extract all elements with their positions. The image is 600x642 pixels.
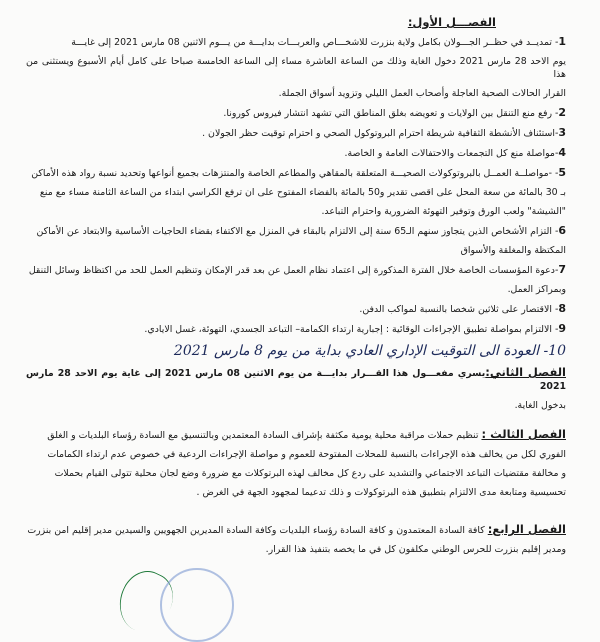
chapter2-line-2: بدخول الغاية. bbox=[514, 400, 566, 411]
item-3 bbox=[26, 126, 566, 140]
item-text: - التزام الأشخاص الذين يتجاوز سنهم الـ65 سنة إلى الالتزام بالبقاء في المنزل مع الاكتفاء بقضاء الحاجيات الأساسية والابتعاد عن الأماكن bbox=[36, 226, 559, 237]
chapter2-title: الفصل الثاني: bbox=[485, 365, 566, 379]
official-stamp bbox=[160, 568, 234, 642]
chapter2-line-1 bbox=[26, 366, 566, 393]
item-text: -مواصلة منع كل التجمعات والاحتفالات العامة و الخاصة. bbox=[344, 148, 559, 159]
item-4 bbox=[26, 146, 566, 160]
item-number: 2 bbox=[558, 106, 566, 119]
chapter1-title: الفصـــل الأول: bbox=[407, 15, 496, 29]
item-number: 9 bbox=[558, 322, 566, 335]
item-number: 5 bbox=[558, 166, 566, 179]
chapter3-line-2: الفوري لكل من يخالف هذه الإجراءات بالنسبة للمحلات المفتوحة للعموم و مواصلة الإجراءات الردعية في خصوص عدم ارتداء الكمامات bbox=[47, 449, 566, 460]
item-number: 3 bbox=[558, 126, 566, 139]
item-1-line-3: القرار الحالات الصحية العاجلة وأصحاب العمل الليلي وتزويد أسواق الجملة. bbox=[278, 88, 566, 99]
item-text: -استئناف الأنشطة الثقافية شريطة احترام البروتوكول الصحي و احترام توقيت حظر الجولان . bbox=[202, 128, 559, 139]
item-2 bbox=[26, 106, 566, 120]
item-1-line-2: يوم الاحد 28 مارس 2021 دخول الغاية وذلك من الساعة العاشرة مساء إلى الساعة الخامسة صباحا على كامل أيام الأسبوع ويستثنى من هذا bbox=[26, 56, 567, 80]
item-5-line-3: "الشيشة" ولعب الورق وتوفير التهوئة الضرورية واحترام التباعد. bbox=[321, 206, 566, 217]
item-text: - رفع منع التنقل بين الولايات و تعويضه بغلق المناطق التي تشهد انتشار فيروس كورونا. bbox=[223, 108, 559, 119]
item-text: - -مواصلــة العمــل بالبروتوكولات الصحيـــة المتعلقة بالمقاهي والمطاعم الخاصة والمنتزهات بجميع أنواعها وتحديد نسبة رواد هذه الأماكن bbox=[31, 168, 559, 179]
chapter4-text: كافة السادة المعتمدون و كافة السادة رؤساء البلديات وكافة السادة المديرين الجهويين والسيدين مدير إقليم امن بنزرت bbox=[27, 525, 485, 536]
item-number: 8 bbox=[558, 302, 566, 315]
chapter3-text: تنظيم حملات مراقبة محلية يومية مكثفة بإشراف السادة المعتمدين وبالتنسيق مع السادة رؤساء البلديات و الغلق bbox=[47, 430, 479, 441]
item-7-line-1 bbox=[26, 263, 566, 277]
item-number: 4 bbox=[558, 146, 566, 159]
item-8 bbox=[26, 302, 566, 316]
chapter2-text: يسري مفعـــول هذا القـــرار بدايـــة من يوم الاثنين 08 مارس 2021 إلى غاية يوم الاحد 28 مارس 2021 bbox=[26, 368, 566, 392]
chapter4-title: الفصل الرابع: bbox=[487, 522, 566, 536]
item-number: 1 bbox=[558, 35, 566, 48]
chapter3-title: الفصل الثالث : bbox=[481, 427, 566, 441]
chapter4-line-2: ومدير إقليم بنزرت للحرس الوطني مكلفون كل في ما يخصه بتنفيذ هذا القرار. bbox=[265, 544, 566, 555]
item-number: 6 bbox=[558, 224, 566, 237]
item-6-line-1 bbox=[26, 224, 566, 238]
item-number: 7 bbox=[558, 263, 566, 276]
item-text: -دعوة المؤسسات الخاصة خلال الفترة المذكورة إلى اعتماد نظام العمل عن بعد قدر الإمكان وتنظيم العمل للحد من اكتظاظ وسائل التنقل bbox=[28, 265, 559, 276]
item-text: - الاقتصار على ثلاثين شخصا بالنسبة لمواكب الدفن. bbox=[359, 304, 559, 315]
item-1-line-1 bbox=[26, 35, 566, 49]
item-text: - تمديــد في حظــر الجـــولان بكامل ولاية بنزرت للاشخـــاص والعربـــات بدايـــة من يـــوم الاثنين 08 مارس 2021 إلى غايـــة bbox=[71, 37, 559, 48]
item-5-line-1 bbox=[26, 166, 566, 180]
chapter3-line-3: و مخالفة مقتضيات التباعد الاجتماعي والتشديد على ردع كل مخالف لهذه البرتوكلات مع ضرورة وضع لجان محلية تتولى القيام بحملات bbox=[54, 468, 566, 479]
item-5-line-2: بـ 30 بالمائة من سعة المحل على اقصى تقدير و50 بالمائة بالفضاء المفتوح على ان ترفع الكراسي ابتداء من الساعة الثامنة مساء مع منع bbox=[39, 187, 566, 198]
spacer bbox=[26, 505, 566, 523]
item-text: - الالتزام بمواصلة تطبيق الإجراءات الوقائية : إجبارية ارتداء الكمامة– التباعد الجسدي، التهوئة، غسل الايادي. bbox=[144, 324, 559, 335]
chapter3-line-1 bbox=[26, 428, 566, 442]
handwritten-item-10: 10- العودة الى التوقيت الإداري العادي بداية من يوم 8 مارس 2021 bbox=[173, 343, 566, 359]
chapter3-line-4: تحسيسية ومتابعة مدى الالتزام بتطبيق هذه البرتوكولات و ذلك تدعيما لمجهود الجهة في الغرض . bbox=[196, 487, 566, 498]
chapter4-line-1 bbox=[26, 523, 566, 537]
item-9 bbox=[26, 322, 566, 336]
item-7-line-2: وبمراكز العمل. bbox=[507, 284, 566, 295]
item-6-line-2: المكتظة والمغلقة والأسواق bbox=[460, 245, 566, 256]
